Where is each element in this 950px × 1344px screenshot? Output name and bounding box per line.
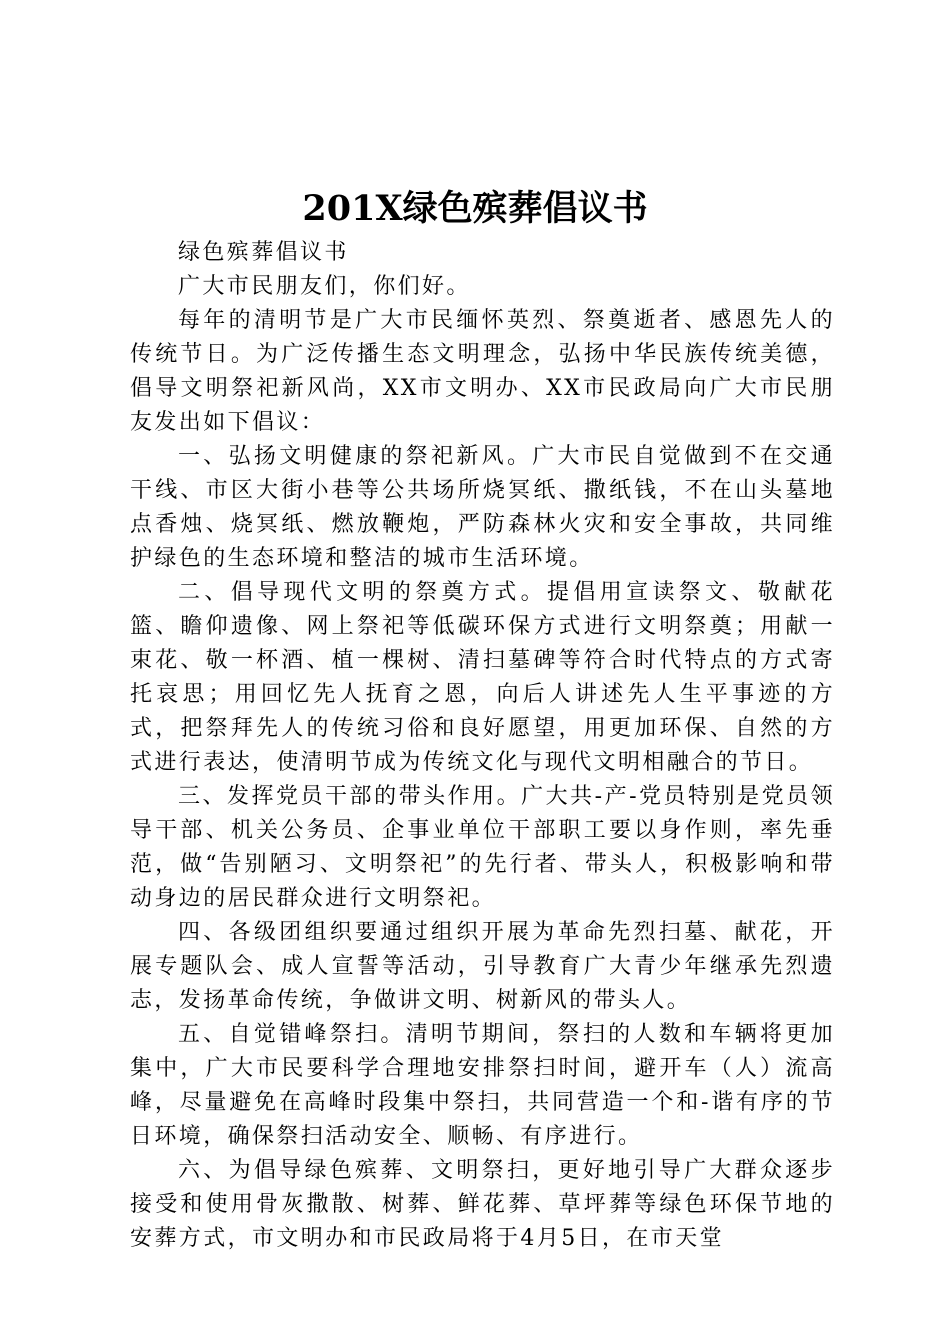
paragraph-item-6: 六、为倡导绿色殡葬、文明祭扫，更好地引导广大群众逐步接受和使用骨灰撒散、树葬、鲜花葬、草坪葬等绿色环保节地的安葬方式，市文明办和市民政局将于4月5日，在市天堂	[130, 1158, 835, 1251]
document-body	[130, 236, 835, 1256]
document-title: 201X绿色殡葬倡议书	[302, 188, 648, 229]
paragraph-item-1: 一、弘扬文明健康的祭祀新风。广大市民自觉做到不在交通干线、市区大街小巷等公共场所烧冥纸、撒纸钱，不在山头墓地点香烛、烧冥纸、燃放鞭炮，严防森林火灾和安全事故，共同维护绿色的生态环境和整洁的城市生活环境。	[130, 444, 835, 571]
paragraph-greeting: 广大市民朋友们，你们好。	[178, 274, 471, 299]
paragraph-subtitle: 绿色殡葬倡议书	[178, 240, 349, 265]
paragraph-intro: 每年的清明节是广大市民缅怀英烈、祭奠逝者、感恩先人的传统节日。为广泛传播生态文明理念，弘扬中华民族传统美德，倡导文明祭祀新风尚，XX市文明办、XX市民政局向广大市民朋友发出如下倡议：	[130, 308, 835, 435]
paragraph-item-3: 三、发挥党员干部的带头作用。广大共-产-党员特别是党员领导干部、机关公务员、企事业单位干部职工要以身作则，率先垂范，做“告别陋习、文明祭祀”的先行者、带头人，积极影响和带动身边的居民群众进行文明祭祀。	[130, 784, 835, 911]
paragraph-item-4: 四、各级团组织要通过组织开展为革命先烈扫墓、献花，开展专题队会、成人宣誓等活动，引导教育广大青少年继承先烈遗志，发扬革命传统，争做讲文明、树新风的带头人。	[130, 920, 835, 1013]
paragraph-item-2: 二、倡导现代文明的祭奠方式。提倡用宣读祭文、敬献花篮、瞻仰遗像、网上祭祀等低碳环保方式进行文明祭奠；用献一束花、敬一杯酒、植一棵树、清扫墓碑等符合时代特点的方式寄托哀思；用回忆先人抚育之恩，向后人讲述先人生平事迹的方式，把祭拜先人的传统习俗和良好愿望，用更加环保、自然的方式进行表达，使清明节成为传统文化与现代文明相融合的节日。	[130, 580, 835, 775]
paragraph-item-5: 五、自觉错峰祭扫。清明节期间，祭扫的人数和车辆将更加集中，广大市民要科学合理地安排祭扫时间，避开车（人）流高峰，尽量避免在高峰时段集中祭扫，共同营造一个和-谐有序的节日环境，确保祭扫活动安全、顺畅、有序进行。	[130, 1022, 835, 1149]
